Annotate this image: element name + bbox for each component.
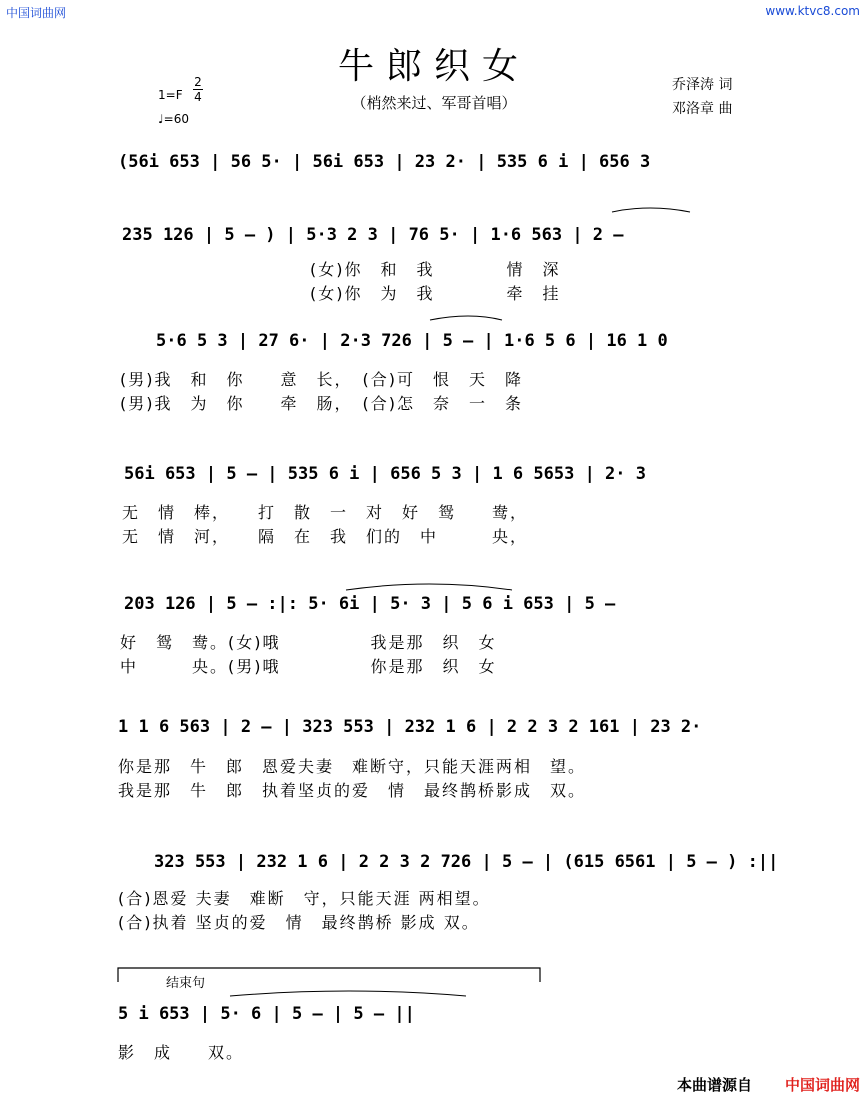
notation-system-7: 323 553 | 232 1 6 | 2 2 3 2 726 | 5 – | (615 6561 | 5 – ) :|| (154, 852, 779, 872)
notation-system-4: 56i 653 | 5 – | 535 6 i | 656 5 3 | 1 6 5653 | 2· 3 (124, 464, 646, 484)
lyric-coda: 影 成 双。 (118, 1043, 245, 1062)
key-signature: 1=F (158, 88, 183, 102)
lyricist-credit: 乔泽涛 词 (672, 77, 733, 93)
time-signature-bottom: 4 (194, 90, 202, 104)
lyric-system-4-verse-2: 无 情 河， 隔 在 我 们的 中 央， (122, 527, 529, 546)
notation-system-5: 203 126 | 5 – :|: 5· 6i | 5· 3 | 5 6 i 653 | 5 – (124, 594, 616, 614)
lyric-system-2-verse-2: (女)你 为 我 牵 挂 (310, 284, 561, 303)
lyric-system-2-verse-1: (女)你 和 我 情 深 (310, 260, 561, 279)
notation-system-6: 1 1 6 563 | 2 – | 323 553 | 232 1 6 | 2 2 3 2 161 | 23 2· (118, 717, 702, 737)
lyric-system-7-verse-2: (合)执着 坚贞的爱 情 最终鹊桥 影成 双。 (118, 913, 480, 932)
lyric-system-4-verse-1: 无 情 棒， 打 散 一 对 好 鸳 鸯， (122, 503, 529, 522)
lyric-system-6-verse-1: 你是那 牛 郎 恩爱夫妻 难断守，只能天涯两相 望。 (118, 757, 587, 776)
notation-system-1: (56i 653 | 56 5· | 56i 653 | 23 2· | 535 6 i | 656 3 (118, 152, 651, 172)
lyric-system-5-verse-1: 好 鸳 鸯。(女)哦 我是那 织 女 (120, 633, 497, 652)
lyric-system-3-verse-2: (男)我 为 你 牵 肠， (合)怎 奈 一 条 (120, 394, 523, 413)
footer-site-link[interactable]: 中国词曲网 (784, 1076, 860, 1094)
lyric-system-6-verse-2: 我是那 牛 郎 执着坚贞的爱 情 最终鹊桥影成 双。 (118, 781, 587, 800)
lyric-system-5-verse-2: 中 央。(男)哦 你是那 织 女 (120, 657, 497, 676)
coda-bracket (118, 968, 540, 982)
time-signature-top: 2 (194, 75, 202, 89)
footer-source-text: 本曲谱源自 (676, 1076, 752, 1094)
lyric-system-7-verse-1: (合)恩爱 夫妻 难断 守，只能天涯 两相望。 (118, 889, 491, 908)
notation-coda: 5 i 653 | 5· 6 | 5 – | 5 – || (118, 1004, 415, 1024)
song-subtitle: （梢然来过、军哥首唱） (351, 94, 517, 112)
coda-label: 结束句 (166, 976, 206, 991)
notation-system-3: 5·6 5 3 | 27 6· | 2·3 726 | 5 – | 1·6 5 6 | 16 1 0 (156, 331, 668, 351)
tempo-mark: ♩=60 (158, 112, 189, 126)
site-name-left[interactable]: 中国词曲网 (6, 6, 67, 20)
composer-credit: 邓洛章 曲 (672, 101, 733, 117)
slur-marks (230, 208, 690, 996)
song-title: 牛郎织女 (337, 46, 530, 87)
notation-system-2: 235 126 | 5 – ) | 5·3 2 3 | 76 5· | 1·6 563 | 2 – (122, 225, 624, 245)
lyric-system-3-verse-1: (男)我 和 你 意 长， (合)可 恨 天 降 (120, 370, 523, 389)
site-url-right[interactable]: www.ktvc8.com (765, 4, 860, 18)
